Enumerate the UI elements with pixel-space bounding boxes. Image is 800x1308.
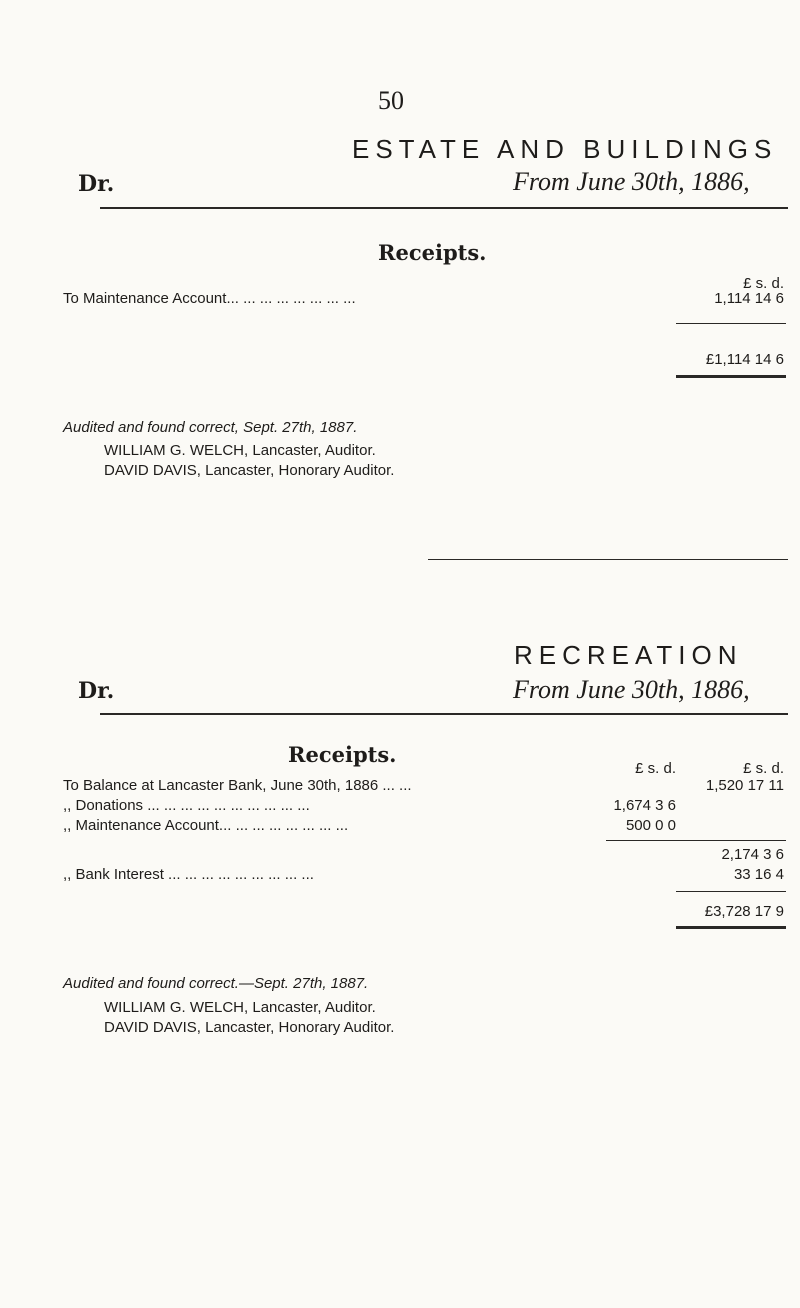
dr-label: Dr. [78,171,115,197]
honorary-auditor-name: DAVID DAVIS, Lancaster, Honorary Auditor. [104,462,395,479]
total-amount: £1,114 14 6 [705,351,784,368]
period-label: From June 30th, 1886, [513,167,750,196]
currency-header: £ s. d. [743,275,784,292]
subtotal-rule [606,840,786,841]
currency-header-1: £ s. d. [635,760,676,777]
row-label: To Maintenance Account... ... ... ... ... ... ... ... [63,290,356,307]
row-label: ,, Maintenance Account... ... ... ... ... ... ... ... [63,817,349,834]
row-amount: 1,114 14 6 [714,290,784,307]
dr-label: Dr. [78,678,115,704]
total-double-rule [676,926,786,929]
period-label: From June 30th, 1886, [513,675,750,704]
row-col2: 1,520 17 11 [705,777,784,794]
total-top-rule [676,323,786,324]
audit-statement: Audited and found correct.—Sept. 27th, 1887. [63,975,369,992]
honorary-auditor-name: DAVID DAVIS, Lancaster, Honorary Auditor. [104,1019,395,1036]
row-col1: 500 0 0 [625,817,676,834]
receipts-heading: Receipts. [378,240,487,265]
row-col2: 33 16 4 [733,866,784,883]
subtotal-amount: 2,174 3 6 [721,846,784,863]
row-label: ,, Bank Interest ... ... ... ... ... ... ... ... ... [63,866,314,883]
row-col1: 1,674 3 6 [613,797,676,814]
header-rule [100,713,788,715]
section-divider [428,559,788,560]
row-label: To Balance at Lancaster Bank, June 30th, 1886 ... ... [63,777,412,794]
page-number: 50 [378,86,404,115]
total-double-rule [676,375,786,378]
section-title: ESTATE AND BUILDINGS [352,134,778,164]
total-top-rule [676,891,786,892]
receipts-heading: Receipts. [288,742,397,767]
auditor-name: WILLIAM G. WELCH, Lancaster, Auditor. [104,442,376,459]
header-rule [100,207,788,209]
auditor-name: WILLIAM G. WELCH, Lancaster, Auditor. [104,999,376,1016]
total-amount: £3,728 17 9 [704,903,784,920]
row-label: ,, Donations ... ... ... ... ... ... ... ... ... ... [63,797,310,814]
currency-header-2: £ s. d. [743,760,784,777]
audit-statement: Audited and found correct, Sept. 27th, 1887. [63,419,358,436]
section-title: RECREATION [514,640,743,670]
